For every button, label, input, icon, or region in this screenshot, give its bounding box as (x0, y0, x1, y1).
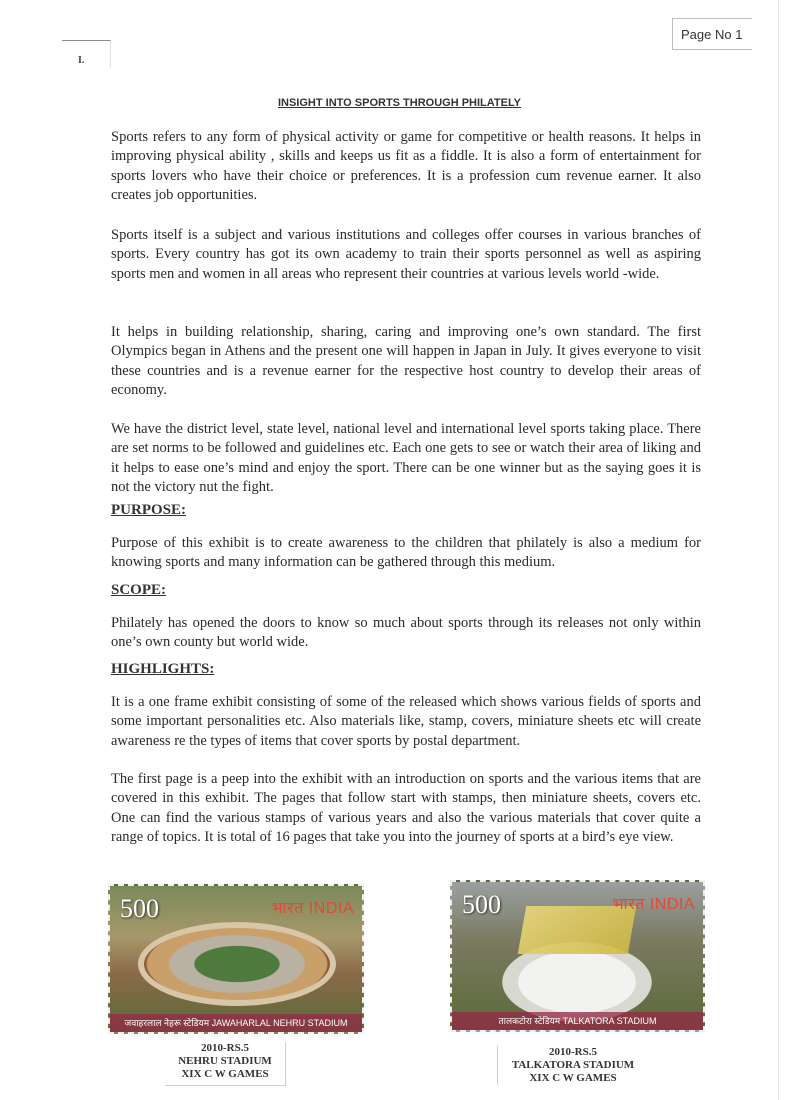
stamp-label-line: TALKATORA STADIUM (511, 1059, 635, 1071)
stamp-value: 500 (462, 890, 501, 919)
stamp-caption: जवाहरलाल नेहरू स्टेडियम JAWAHARLAL NEHRU STADIUM (110, 1014, 362, 1032)
stamp-country: भारत INDIA (612, 896, 695, 913)
highlights-paragraph-2: The first page is a peep into the exhibit with an introduction on sports and the various items that are covered in this exhibit. The pages that follow start with stamps, then miniature sheets, covers etc. One can find the various stamps of various years and also the various materials that cover quite a range of topics. It is total of 16 pages that take you into the journey of sports at a bird’s eye view. (111, 771, 701, 846)
stamp-country: भारत INDIA (271, 900, 354, 917)
intro-paragraph-2: Sports itself is a subject and various institutions and colleges offer courses in various branches of sports. Every country has got its own academy to train their sports personnel as well as aspiring sports men and women in all areas who represent their countries at various levels world -wide. (111, 227, 701, 282)
intro-paragraph-4: We have the district level, state level, national level and international level sports taking place. There are set norms to be followed and guidelines etc. Each one gets to see or watch their area of liking and it helps to ease one’s mind and enjoy the sport. There can be one winner but as the saying goes it is not the victory nut the fight. (111, 421, 701, 496)
purpose-heading: PURPOSE: (111, 502, 186, 518)
stadium-illustration (138, 922, 336, 1006)
intro-paragraph-1: Sports refers to any form of physical activity or game for competitive or health reasons. It helps in improving physical ability , skills and keeps us fit as a fiddle. It is also a form of entertainment for sports lovers who have their choice or preferences. It is a profession cum revenue earner. It also creates job opportunities. (111, 129, 701, 204)
stamp-caption: तालकटोरा स्टेडियम TALKATORA STADIUM (452, 1012, 703, 1030)
page-number-box: Page No 1 (672, 18, 752, 50)
page-edge-line (778, 0, 779, 1100)
stamp-label-nehru (165, 1042, 286, 1086)
stamp-label-line: XIX C W GAMES (181, 1068, 269, 1080)
document-title: INSIGHT INTO SPORTS THROUGH PHILATELY (277, 97, 522, 109)
index-label: I. (62, 40, 111, 68)
stamp-label-line: NEHRU STADIUM (178, 1055, 272, 1067)
scope-heading: SCOPE: (111, 582, 167, 598)
stamp-talkatora-stadium (450, 880, 705, 1032)
stamp-label-talkatora (497, 1046, 648, 1085)
highlights-paragraph-1: It is a one frame exhibit consisting of some of the released which shows various fields of sports and some important personalities etc. Also materials like, stamp, covers, miniature sheets etc will create awareness re the types of items that cover sports by postal department. (111, 694, 701, 749)
stamp-nehru-stadium (108, 884, 364, 1034)
intro-paragraph-3: It helps in building relationship, sharing, caring and improving one’s own standard. The first Olympics began in Athens and the present one will happen in Japan in July. It gives everyone to visit these countries and is a revenue earner for the respective host country to develop their areas of economy. (111, 324, 701, 399)
purpose-text: Purpose of this exhibit is to create awareness to the children that philately is also a medium for knowing sports and many information can be gathered through this medium. (111, 535, 701, 571)
stamp-label-line: 2010-RS.5 (201, 1042, 249, 1054)
stamp-label-line: XIX C W GAMES (529, 1072, 617, 1084)
stamp-value: 500 (120, 894, 159, 923)
stadium-illustration (502, 942, 652, 1022)
highlights-heading: HIGHLIGHTS: (111, 661, 215, 677)
scope-text: Philately has opened the doors to know so much about sports through its releases not only within one’s own county but world wide. (111, 615, 701, 651)
stamp-label-line: 2010-RS.5 (549, 1046, 597, 1058)
